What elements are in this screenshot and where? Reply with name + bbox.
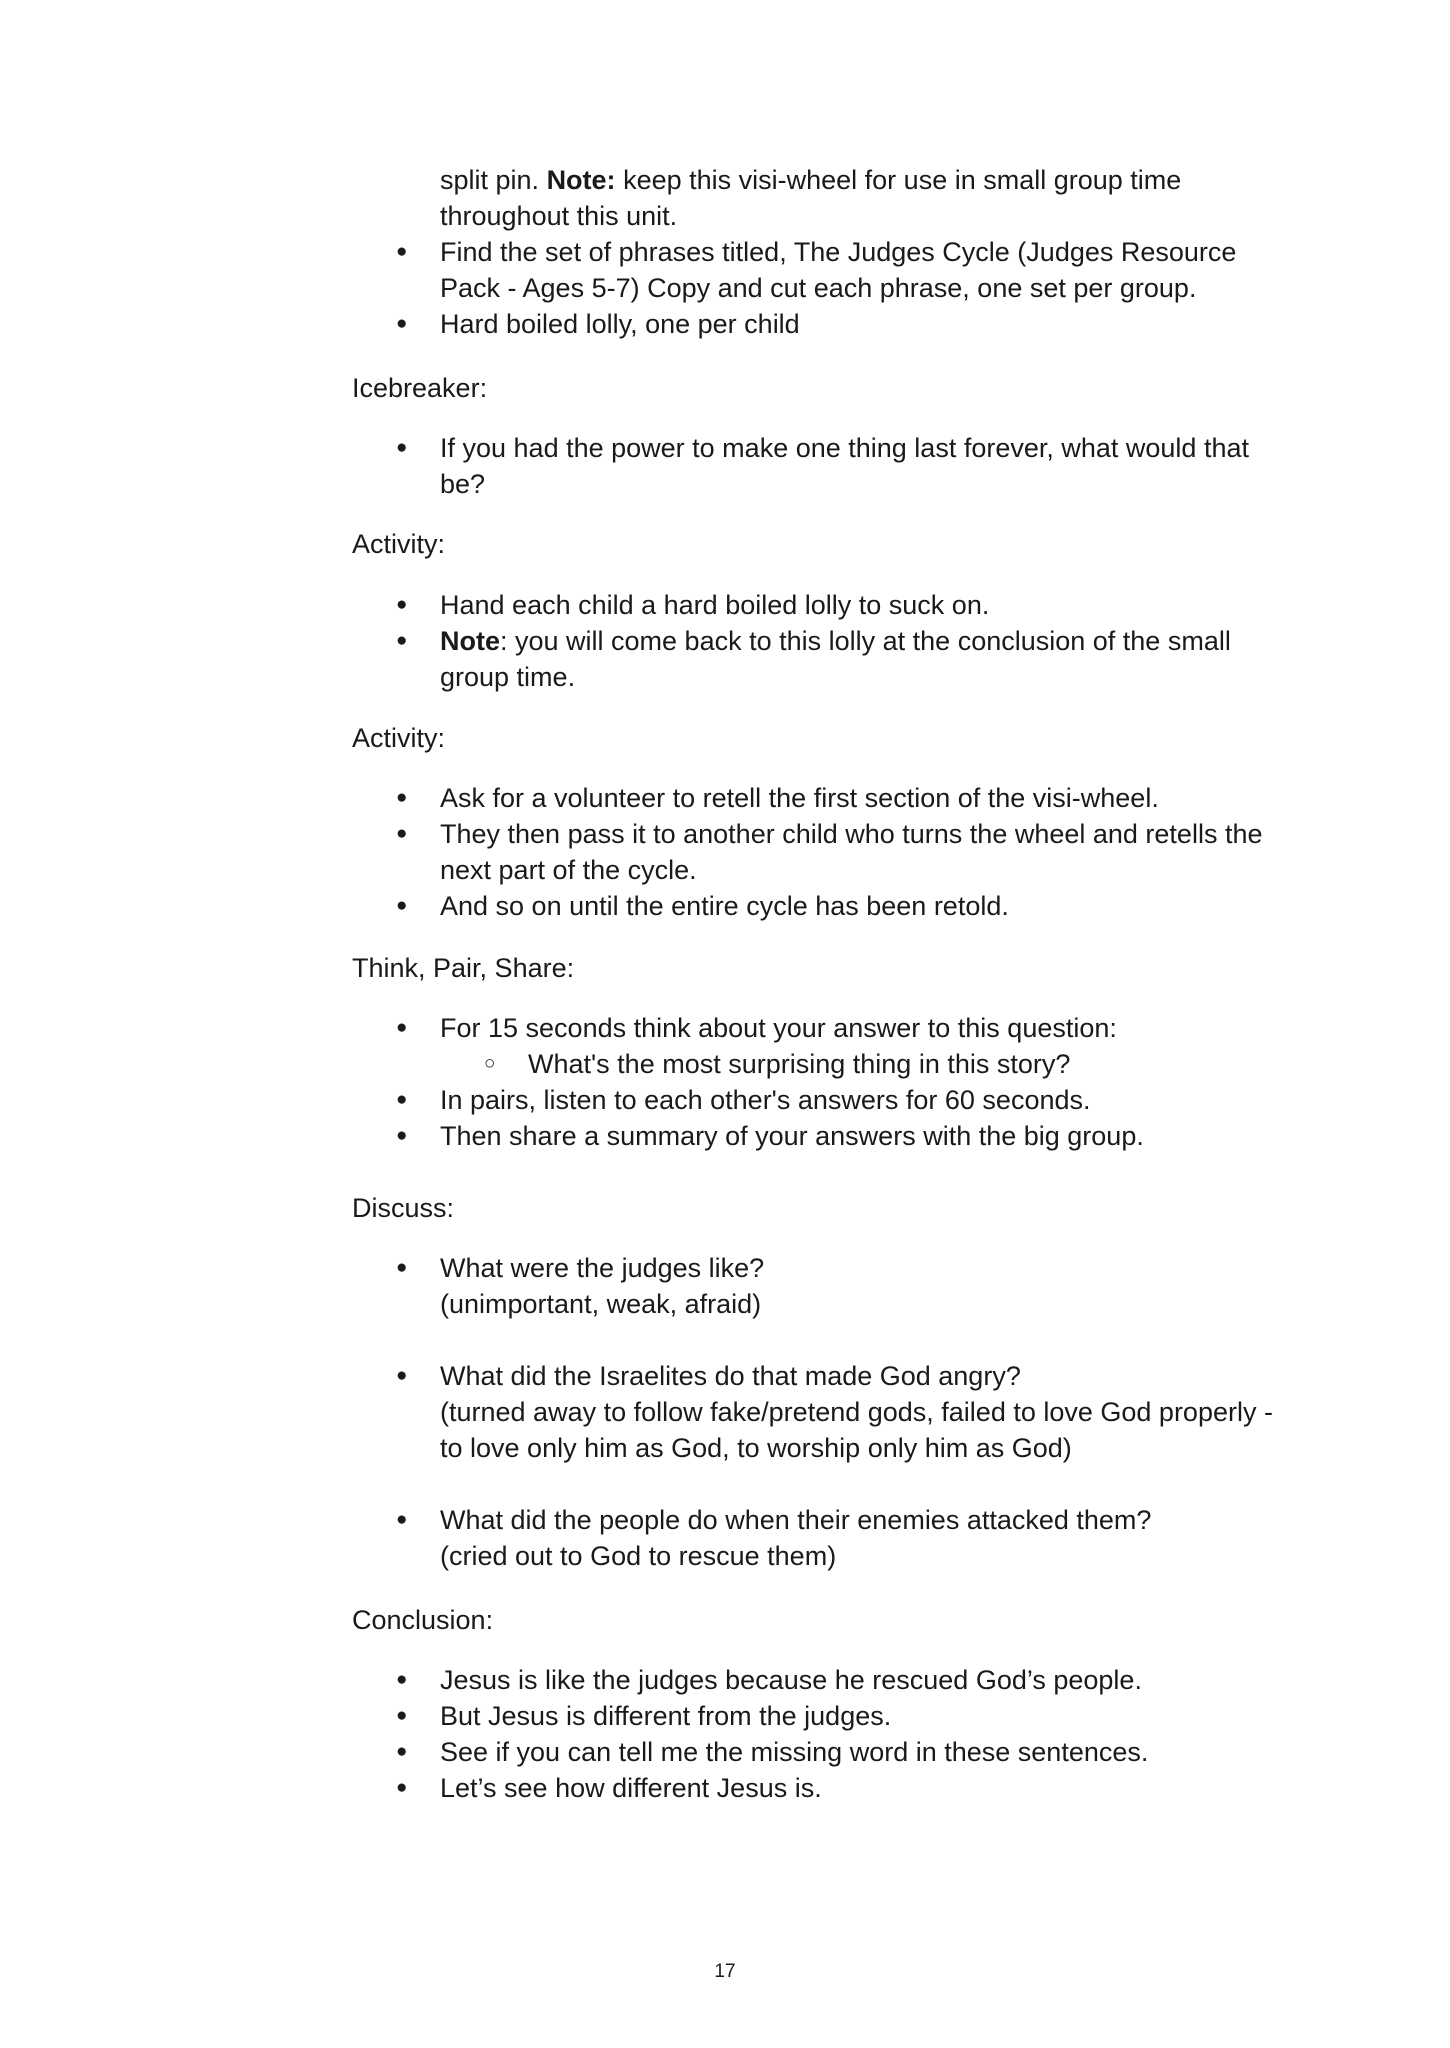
list-item: ● But Jesus is different from the judges.: [352, 1698, 1292, 1734]
icebreaker-list: [352, 430, 1292, 502]
discuss-answer: (cried out to God to rescue them): [440, 1541, 837, 1571]
materials-list: [352, 162, 1292, 342]
discuss-answer: (unimportant, weak, afraid): [440, 1289, 762, 1319]
list-item: ● Note: you will come back to this lolly at the conclusion of the small group time.: [352, 623, 1292, 695]
discuss-answer: (turned away to follow fake/pretend gods, failed to love God properly - to love only him as God, to worship only him as God): [440, 1397, 1273, 1463]
discuss-list: [352, 1250, 1292, 1574]
activity-list-1: [352, 587, 1292, 695]
note-bold-label: Note:: [546, 165, 616, 195]
discuss-question: ● What were the judges like?: [352, 1250, 1292, 1286]
list-item: ● They then pass it to another child who turns the wheel and retells the next part of the cycle.: [352, 816, 1292, 888]
list-item: ● Hard boiled lolly, one per child: [352, 306, 1292, 342]
conclusion-heading: Conclusion:: [352, 1605, 494, 1635]
list-item: ● If you had the power to make one thing last forever, what would that be?: [352, 430, 1292, 502]
conclusion-list: [352, 1662, 1292, 1806]
materials-continuation: split pin. Note: keep this visi-wheel for use in small group time throughout this unit.: [440, 165, 1182, 231]
activity-heading-1: Activity:: [352, 529, 446, 559]
list-item: ● Find the set of phrases titled, The Judges Cycle (Judges Resource Pack - Ages 5-7) Copy and cut each phrase, one set per group.: [352, 234, 1292, 306]
think-pair-share-list: [352, 1010, 1292, 1154]
discuss-question: ● What did the Israelites do that made God angry?: [352, 1358, 1292, 1394]
discuss-question: ● What did the people do when their enemies attacked them?: [352, 1502, 1292, 1538]
list-item: ● Let’s see how different Jesus is.: [352, 1770, 1292, 1806]
icebreaker-heading: Icebreaker:: [352, 373, 488, 403]
list-item: ● Hand each child a hard boiled lolly to suck on.: [352, 587, 1292, 623]
discuss-heading: Discuss:: [352, 1193, 455, 1223]
sub-list-item: ○ What's the most surprising thing in this story?: [352, 1046, 1292, 1082]
list-item: ● Ask for a volunteer to retell the first section of the visi-wheel.: [352, 780, 1292, 816]
note-bold-label: Note: [440, 626, 500, 656]
list-item: ● Jesus is like the judges because he rescued God’s people.: [352, 1662, 1292, 1698]
list-item: ● In pairs, listen to each other's answers for 60 seconds.: [352, 1082, 1292, 1118]
list-item: ● And so on until the entire cycle has been retold.: [352, 888, 1292, 924]
activity-heading-2: Activity:: [352, 723, 446, 753]
list-item: ● For 15 seconds think about your answer to this question:: [352, 1010, 1292, 1046]
list-item: ● See if you can tell me the missing word in these sentences.: [352, 1734, 1292, 1770]
list-item: ● Then share a summary of your answers with the big group.: [352, 1118, 1292, 1154]
activity-list-2: [352, 780, 1292, 924]
page-number: 17: [714, 1961, 736, 1982]
think-pair-share-heading: Think, Pair, Share:: [352, 953, 575, 983]
